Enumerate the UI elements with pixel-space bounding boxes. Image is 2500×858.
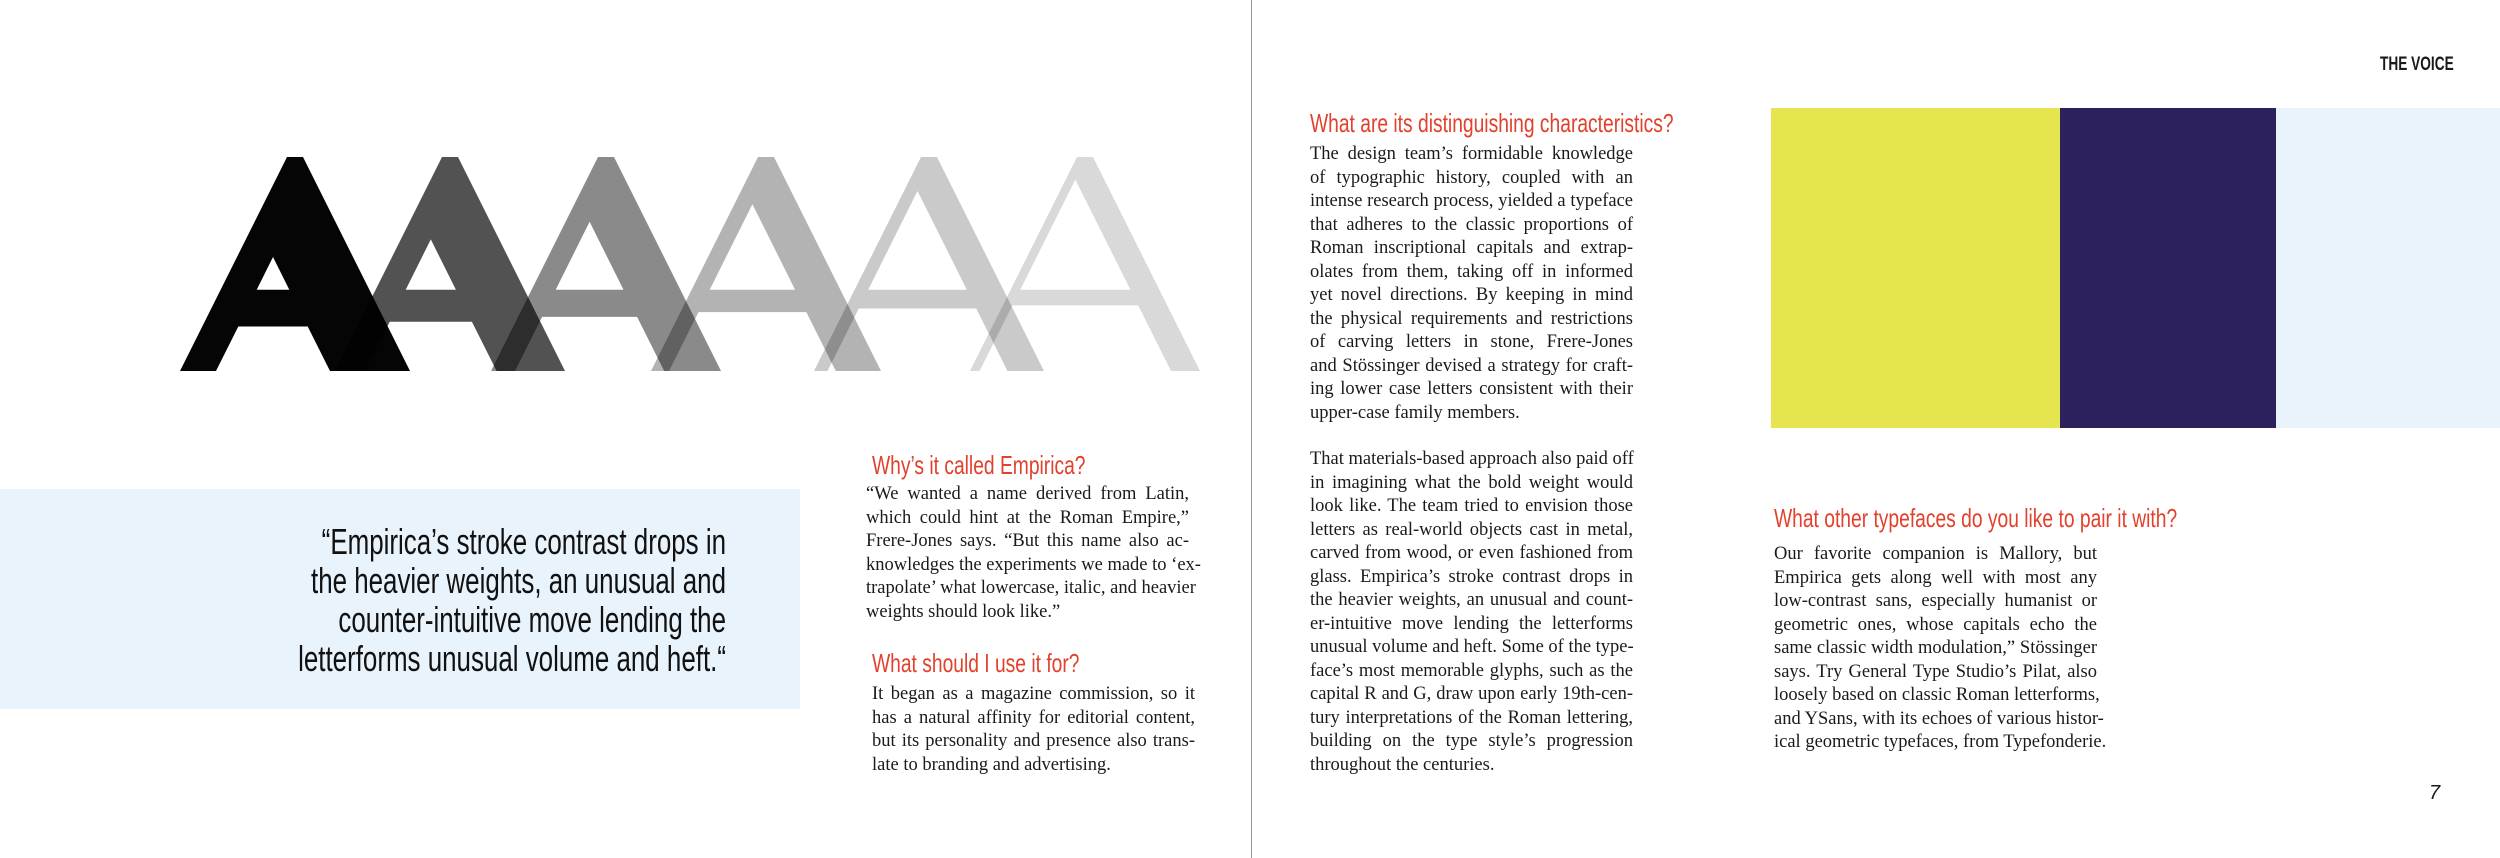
letter-a-weight-3 — [491, 157, 721, 371]
body-text-line: late to branding and advertising. — [872, 754, 1111, 775]
body-text-line: The design team’s formidable knowledge — [1310, 144, 1633, 164]
body-text-line: and YSans, with its echoes of various histor- — [1774, 708, 2104, 729]
pull-quote-line: letterforms unusual volume and heft.“ — [298, 638, 726, 679]
body-text-line: low-contrast sans, especially humanist or — [1774, 591, 2097, 611]
section-body — [1310, 448, 1633, 777]
body-text-line: It began as a magazine commission, so it — [872, 684, 1195, 704]
body-text-line: olates from them, taking off in informed — [1310, 261, 1633, 282]
section-body — [872, 683, 1195, 777]
pull-quote-box — [0, 489, 800, 709]
body-text-line: which could hint at the Roman Empire,” — [866, 507, 1189, 528]
body-text-line: trapolate’ what lowercase, italic, and heavier — [866, 578, 1196, 598]
body-text-line: of typographic history, coupled with an — [1310, 167, 1633, 188]
page-number: 7 — [2429, 782, 2441, 804]
pull-quote-line: counter-intuitive move lending the — [338, 599, 726, 640]
body-text-line: tury interpretations of the Roman lettering, — [1310, 707, 1633, 728]
body-text-line: building on the type style’s progression — [1310, 731, 1633, 751]
body-text-line: Our favorite companion is Mallory, but — [1774, 544, 2097, 564]
pull-quote-line: the heavier weights, an unusual and — [310, 560, 726, 601]
body-text-line: and Stössinger devised a strategy for craft- — [1310, 355, 1633, 376]
body-text-line: knowledges the experiments we made to ‘ex- — [866, 554, 1201, 575]
color-swatch-light-blue — [2276, 108, 2500, 428]
body-text-line: Empirica gets along well with most any — [1774, 567, 2097, 588]
body-text-line: weights should look like.” — [866, 601, 1061, 622]
body-text-line: throughout the centuries. — [1310, 754, 1495, 775]
body-text-line: of carving letters in stone, Frere-Jones — [1310, 332, 1633, 352]
body-text-line: carved from wood, or even fashioned from — [1310, 543, 1633, 563]
body-text-line: face’s most memorable glyphs, such as the — [1310, 660, 1633, 681]
body-text-line: ing lower case letters consistent with their — [1310, 379, 1633, 399]
body-text-line: in imagining what the bold weight would — [1310, 472, 1633, 493]
section-body — [1310, 143, 1633, 425]
pull-quote-line: “Empirica’s stroke contrast drops in — [321, 521, 726, 562]
running-head: THE VOICE — [2380, 54, 2454, 75]
body-text-line: that adheres to the classic proportions of — [1310, 214, 1633, 235]
body-text-line: loosely based on classic Roman letterforms, — [1774, 685, 2100, 705]
color-swatch-navy — [2060, 108, 2276, 428]
section-body — [1774, 543, 2107, 755]
body-text-line: ical geometric typefaces, from Typefonderie. — [1774, 732, 2107, 752]
body-text-line: says. Try General Type Studio’s Pilat, also — [1774, 661, 2097, 682]
body-text-line: same classic width modulation,” Stössinger — [1774, 638, 2097, 658]
body-text-line: letters as real-world objects cast in metal, — [1310, 519, 1633, 540]
body-text-line: the physical requirements and restrictions — [1310, 308, 1633, 329]
body-text-line: the heavier weights, an unusual and count- — [1310, 590, 1633, 610]
body-text-line: look like. The team tried to envision those — [1310, 496, 1633, 516]
page-gutter — [1251, 0, 1252, 858]
heading-characteristics: What are its distinguishing characteristics? — [1310, 108, 1674, 138]
heading-what-use: What should I use it for? — [872, 648, 1080, 678]
body-text-line: capital R and G, draw upon early 19th-cen- — [1310, 684, 1633, 704]
section-body — [866, 483, 1201, 624]
pull-quote — [78, 522, 726, 678]
body-text-line: unusual volume and heft. Some of the type- — [1310, 637, 1634, 657]
body-text-line: er-intuitive move lending the letterforms — [1310, 613, 1633, 634]
color-swatch-yellow — [1771, 108, 2060, 428]
body-text-line: yet novel directions. By keeping in mind — [1310, 285, 1633, 305]
body-text-line: but its personality and presence also trans- — [872, 731, 1195, 751]
body-text-line: “We wanted a name derived from Latin, — [866, 484, 1189, 504]
body-text-line: geometric ones, whose capitals echo the — [1774, 614, 2097, 635]
body-text-line: intense research process, yielded a typeface — [1310, 191, 1633, 211]
body-text-line: That materials-based approach also paid off — [1310, 449, 1634, 469]
body-text-line: Frere-Jones says. “But this name also ac- — [866, 531, 1189, 551]
weight-progression-letters — [0, 0, 1250, 420]
body-text-line: has a natural affinity for editorial content, — [872, 707, 1195, 728]
heading-why-called: Why’s it called Empirica? — [872, 450, 1086, 480]
body-text-line: glass. Empirica’s stroke contrast drops in — [1310, 566, 1633, 587]
body-text-line: upper-case family members. — [1310, 402, 1520, 423]
heading-pairings: What other typefaces do you like to pair it with? — [1774, 503, 2178, 533]
body-text-line: Roman inscriptional capitals and extrap- — [1310, 238, 1633, 258]
